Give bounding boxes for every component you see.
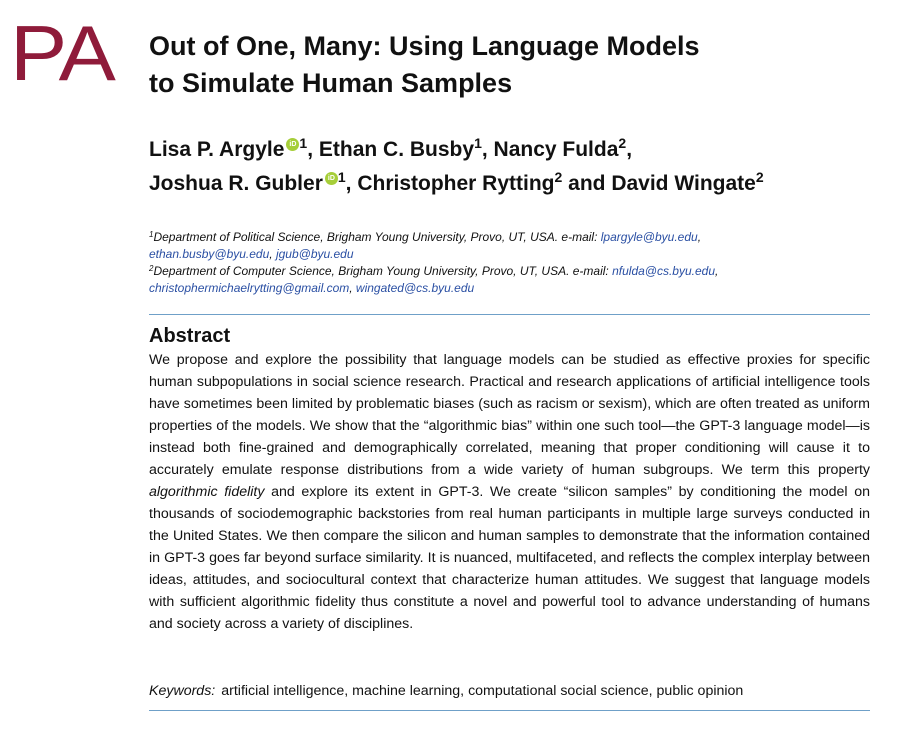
affiliation-2	[149, 263, 869, 297]
paper-title	[149, 28, 849, 102]
affiliation-marker: 1	[149, 230, 154, 239]
journal-logo: PA	[10, 9, 114, 97]
orcid-icon[interactable]: iD	[286, 138, 299, 151]
affiliations	[149, 229, 869, 297]
email-link[interactable]: jgub@byu.edu	[275, 247, 354, 261]
affiliation-text: Department of Computer Science, Brigham Young University, Provo, UT, USA. e-mail:	[153, 264, 613, 278]
affiliation-marker: 1	[299, 135, 308, 151]
affiliation-text: Department of Political Science, Brigham Young University, Provo, UT, USA. e-mail:	[153, 230, 601, 244]
section-divider-bottom	[149, 710, 870, 711]
author: Christopher Rytting	[357, 172, 555, 195]
author: David Wingate	[611, 172, 756, 195]
author-separator: ,	[626, 138, 633, 161]
title-line-1: Out of One, Many: Using Language Models	[149, 31, 700, 61]
author-separator: and	[562, 172, 612, 195]
affiliation-marker: 1	[474, 135, 482, 151]
abstract-body	[149, 349, 870, 635]
orcid-icon[interactable]: iD	[325, 172, 338, 185]
email-link[interactable]: lpargyle@byu.edu	[600, 230, 698, 244]
author-separator: ,	[481, 138, 494, 161]
abstract-text: and explore its extent in GPT-3. We create “silicon samples” by conditioning the model on thousands of sociodemographic backstories from real human participants in multiple large surveys conducted in the United States. We then compare the silicon and human samples to demonstrate that the information contained in GPT-3 goes far beyond surface similarity. It is nuanced, multifaceted, and reflects the complex interplay between ideas, attitudes, and sociocultural context that characterize human attitudes. We suggest that language models with sufficient algorithmic fidelity thus constitute a novel and powerful tool to advance understanding of humans and society across a variety of disciplines.	[149, 484, 870, 632]
keywords-text: artificial intelligence, machine learning, computational social science, public opinion	[221, 683, 744, 699]
email-separator: ,	[715, 264, 719, 278]
email-separator: ,	[349, 281, 356, 295]
email-link[interactable]: ethan.busby@byu.edu	[149, 247, 270, 261]
affiliation-marker: 1	[337, 169, 346, 185]
email-link[interactable]: christophermichaelrytting@gmail.com	[149, 281, 350, 295]
author: Joshua R. Gubler	[149, 172, 323, 195]
affiliation-marker: 2	[618, 135, 627, 151]
email-separator: ,	[269, 247, 276, 261]
author-list	[149, 133, 889, 201]
affiliation-marker: 2	[554, 169, 563, 185]
author: Nancy Fulda	[493, 138, 619, 161]
abstract-heading: Abstract	[149, 325, 231, 347]
author: Ethan C. Busby	[318, 138, 475, 161]
keywords	[149, 680, 870, 702]
author: Lisa P. Argyle	[149, 138, 285, 161]
affiliation-marker: 2	[755, 169, 764, 185]
email-link[interactable]: nfulda@cs.byu.edu	[612, 264, 716, 278]
email-link[interactable]: wingated@cs.byu.edu	[355, 281, 475, 295]
abstract-emphasis: algorithmic fidelity	[149, 484, 265, 500]
affiliation-1	[149, 229, 869, 263]
email-separator: ,	[697, 230, 702, 244]
abstract-text: We propose and explore the possibility that language models can be studied as effective proxies for specific human subpopulations in social science research. Practical and research applications of artificial intelligence tools have sometimes been limited by problematic biases (such as racism or sexism), which are often treated as uniform properties of the models. We show that the “algorithmic bias” within one such tool—the GPT-3 language model—is instead both fine-grained and demographically correlated, meaning that proper conditioning will cause it to accurately emulate response distributions from a wide variety of human subgroups. We term this property	[149, 352, 870, 478]
author-separator: ,	[307, 138, 319, 161]
title-line-2: to Simulate Human Samples	[149, 68, 513, 98]
affiliation-marker: 2	[149, 264, 154, 273]
keywords-label: Keywords:	[149, 683, 216, 699]
author-separator: ,	[345, 172, 358, 195]
section-divider-top	[149, 314, 870, 315]
